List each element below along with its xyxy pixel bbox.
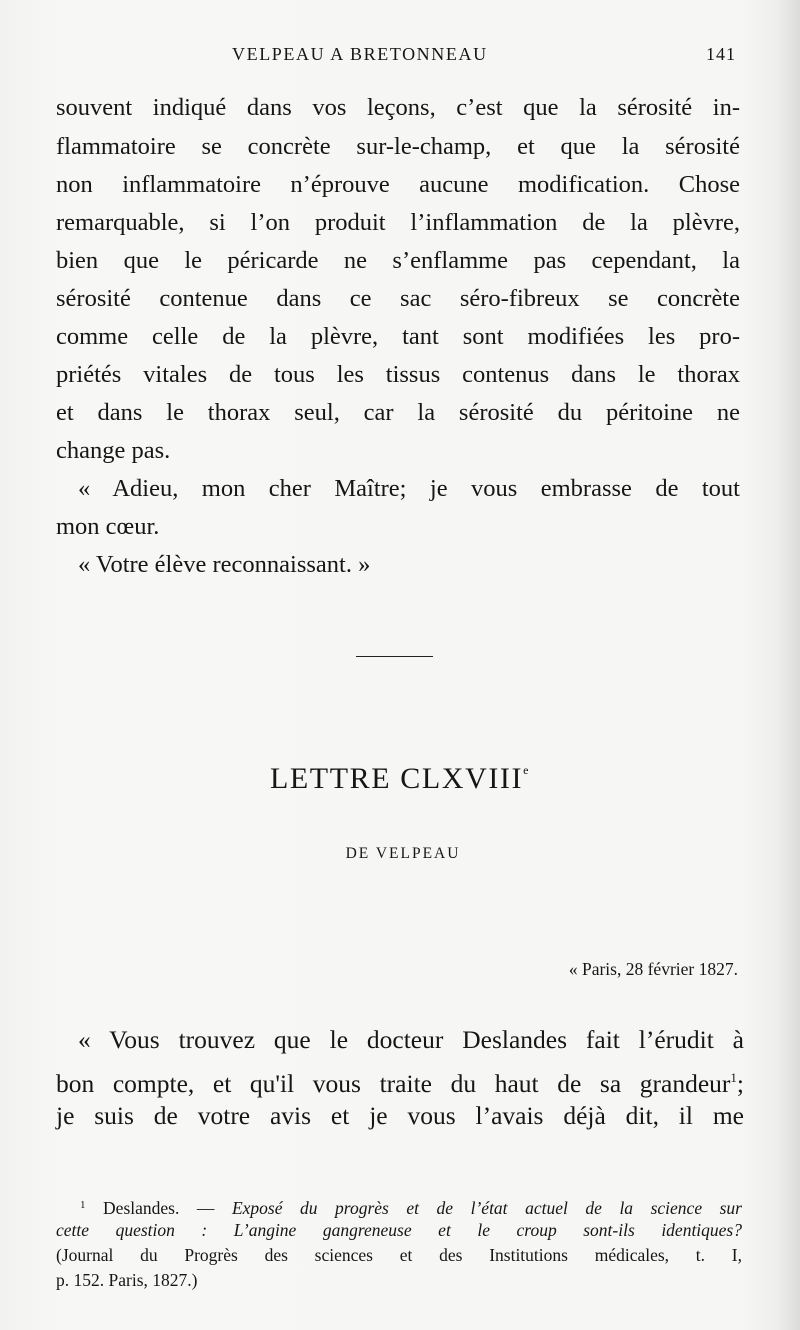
- footnote-line: p. 152. Paris, 1827.): [56, 1270, 198, 1290]
- text-line: « Vous trouvez que le docteur Deslandes fait l’érudit à: [78, 1025, 744, 1054]
- text-line: sérosité contenue dans ce sac séro-fibreux se concrète: [56, 285, 740, 312]
- text-line: change pas.: [56, 437, 171, 464]
- footnote-line: (Journal du Progrès des sciences et des Institutions médicales, t. I,: [56, 1245, 742, 1265]
- text-line: mon cœur.: [56, 513, 160, 540]
- page-edge-shadow: [778, 0, 800, 1330]
- text-segment: bon compte, et qu'il vous traite du haut de sa grandeur: [56, 1069, 731, 1098]
- signature-line: « Votre élève reconnaissant. »: [78, 551, 371, 578]
- letter-subtitle: DE VELPEAU: [345, 845, 461, 862]
- footnote-line: cette question : L’angine gangreneuse et le croup sont-ils identiques?: [56, 1220, 742, 1240]
- text-line: « Adieu, mon cher Maître; je vous embrasse de tout: [78, 475, 740, 502]
- text-line: et dans le thorax seul, car la sérosité du péritoine ne: [56, 399, 740, 426]
- text-line: je suis de votre avis et je vous l’avais déjà dit, il me: [56, 1101, 744, 1130]
- text-line: bien que le péricarde ne s’enflamme pas cependant, la: [56, 247, 740, 274]
- text-line: non inflammatoire n’éprouve aucune modification. Chose: [56, 171, 740, 198]
- letter-title-text: LETTRE CLXVIII: [269, 762, 524, 795]
- letter-title-superscript: e: [523, 763, 531, 777]
- footnote-number: 1: [80, 1199, 86, 1211]
- text-segment: ;: [736, 1069, 744, 1098]
- footnote-title: Exposé du progrès et de l’état actuel de la science sur: [231, 1198, 742, 1218]
- page-number: 141: [706, 44, 736, 64]
- text-line: comme celle de la plèvre, tant sont modifiées les pro-: [56, 323, 740, 350]
- text-line: [56, 1063, 744, 1099]
- footnote-reference: 1: [730, 1070, 737, 1085]
- footnote-author: Deslandes. —: [103, 1198, 232, 1218]
- text-line: priétés vitales de tous les tissus contenus dans le thorax: [56, 361, 740, 388]
- text-line: remarquable, si l’on produit l’inflammation de la plèvre,: [56, 209, 740, 236]
- footnote-line: [80, 1193, 742, 1220]
- letter-title: [0, 762, 800, 796]
- running-header: VELPEAU A BRETONNEAU: [232, 44, 488, 64]
- text-line: souvent indiqué dans vos leçons, c’est que la sérosité in-: [56, 94, 740, 121]
- letter-dateline: « Paris, 28 février 1827.: [568, 959, 738, 979]
- section-separator: [356, 656, 433, 657]
- text-line: flammatoire se concrète sur-le-champ, et que la sérosité: [56, 133, 740, 160]
